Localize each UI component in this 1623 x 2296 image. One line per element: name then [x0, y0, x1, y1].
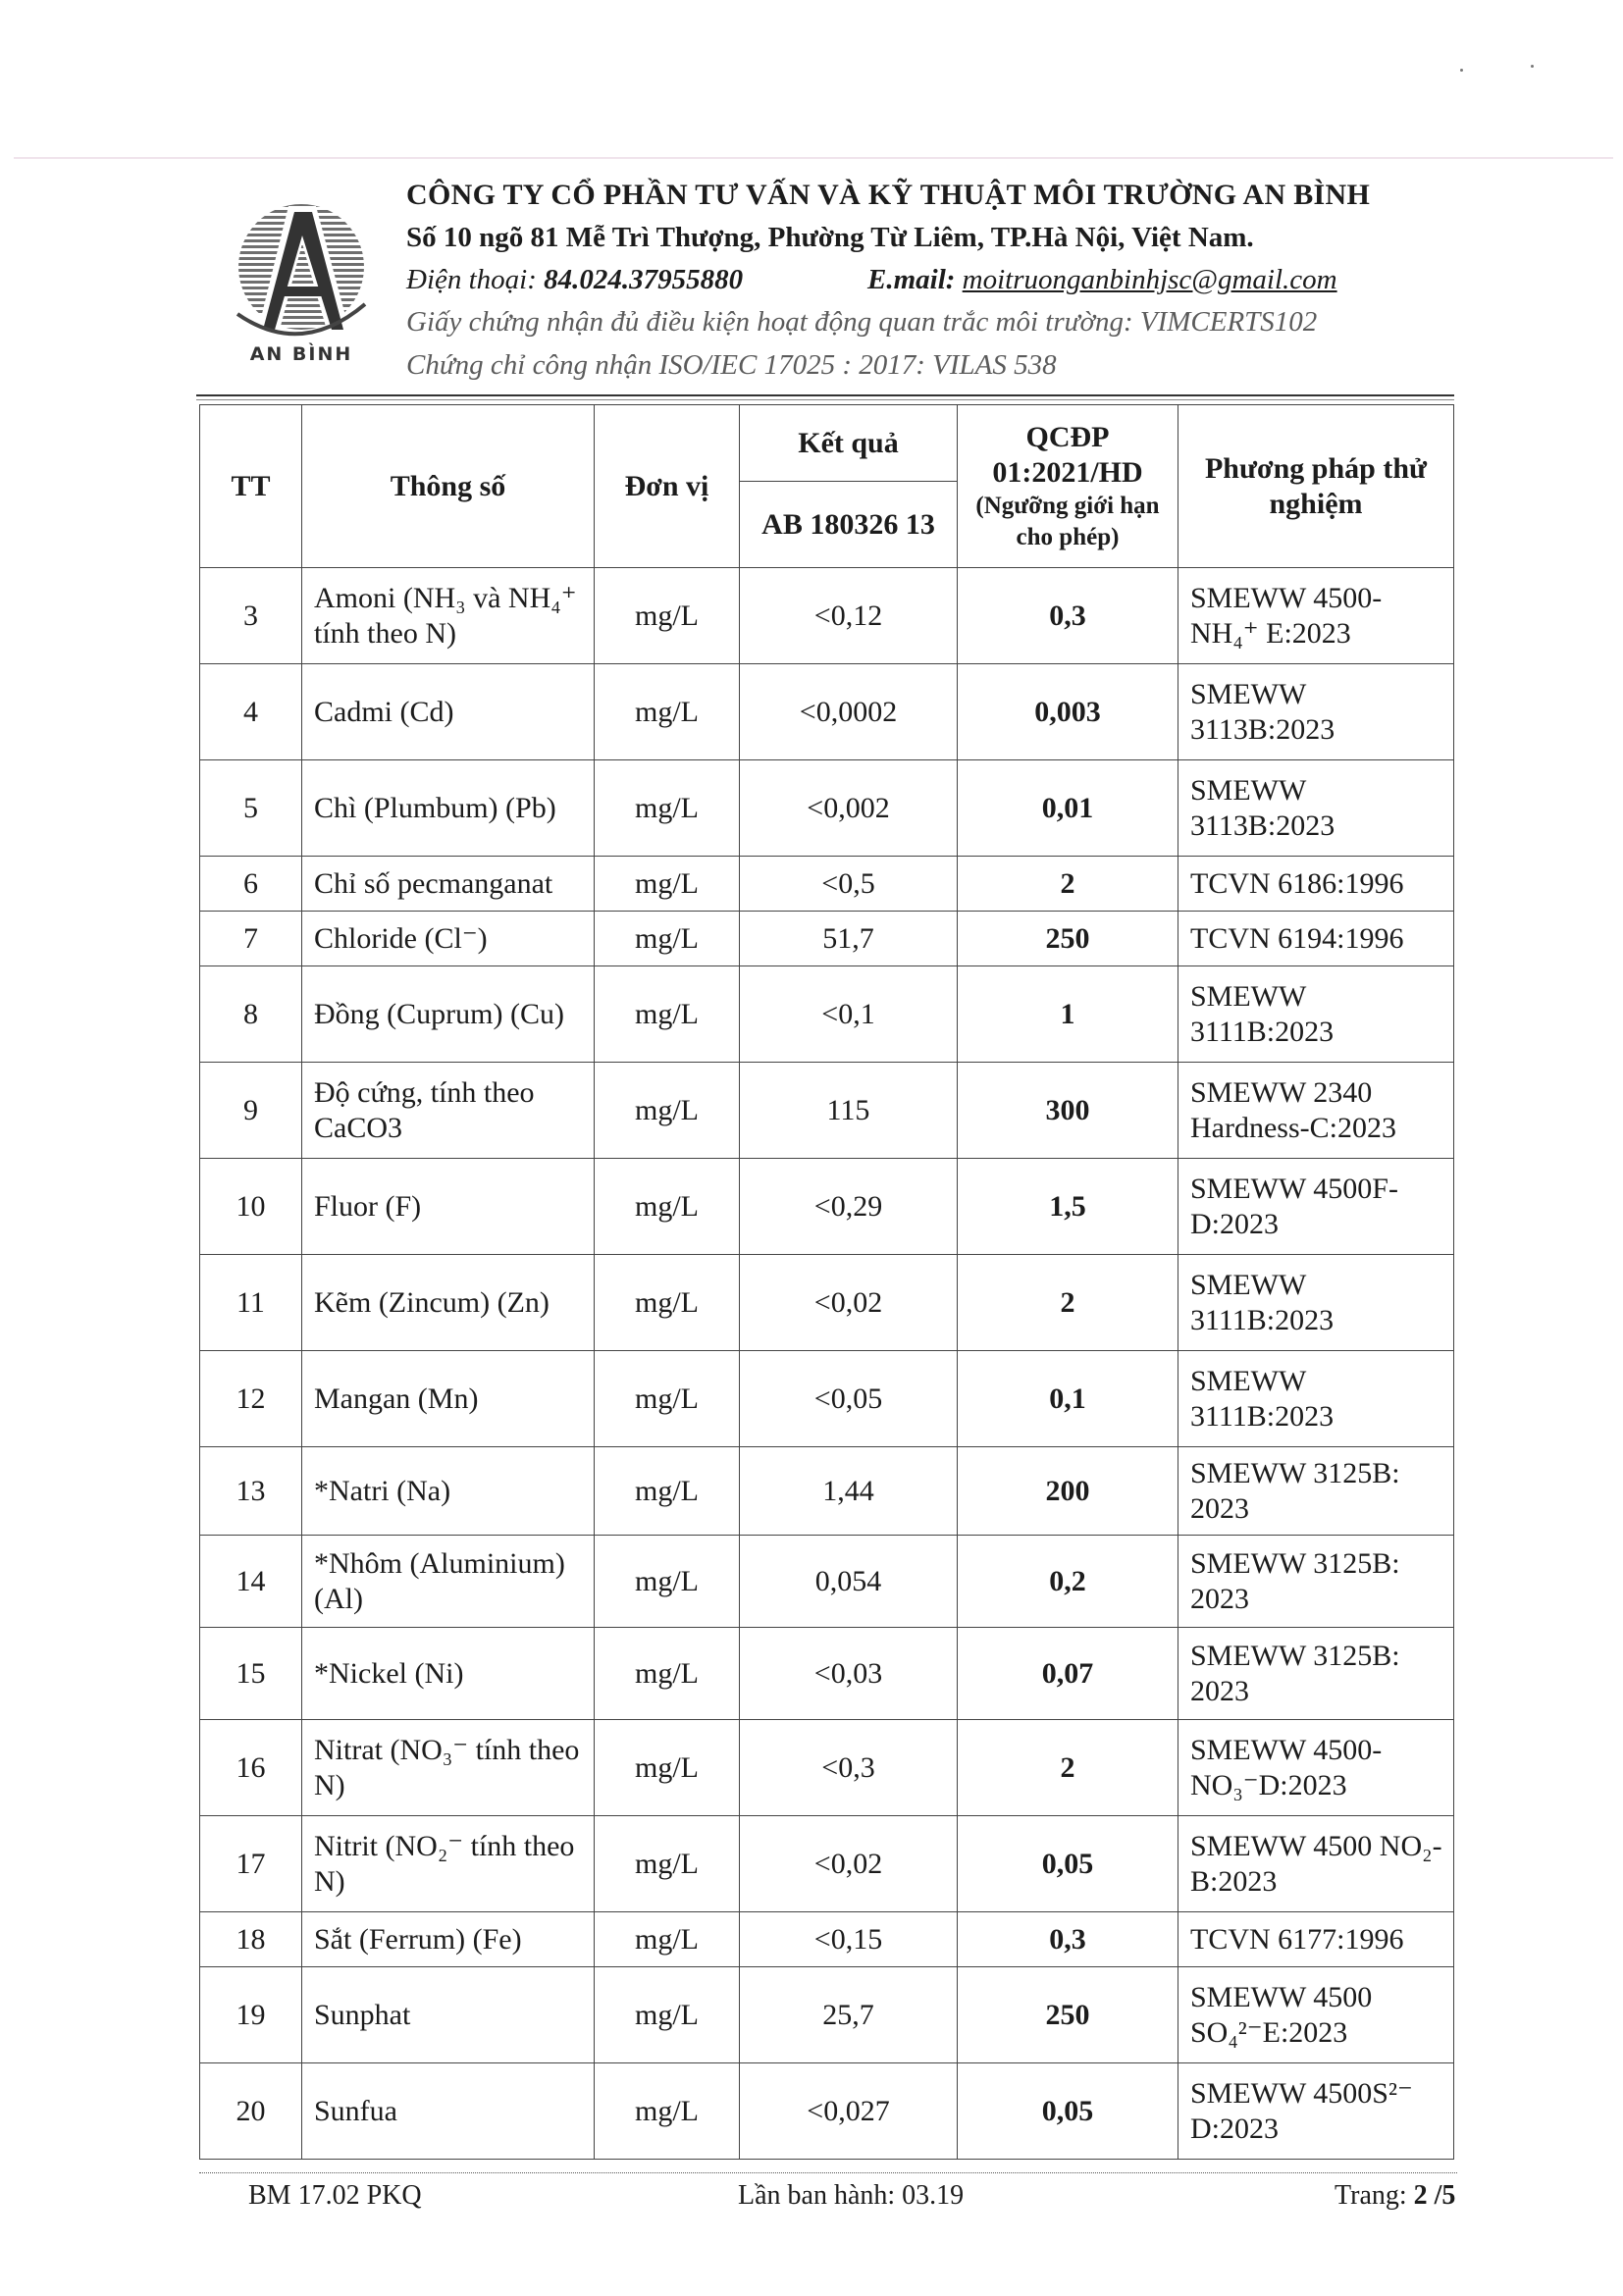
table-row [200, 857, 1454, 912]
table-row [200, 966, 1454, 1063]
cell-parameter: Nitrit (NO₂⁻ tính theo N) [302, 1816, 595, 1912]
table-row [200, 1912, 1454, 1967]
cell-tt: 12 [200, 1351, 302, 1447]
cell-parameter: Sunfua [302, 2063, 595, 2160]
cell-limit: 0,3 [958, 568, 1178, 664]
table-row [200, 760, 1454, 857]
phone-label: Điện thoại: [406, 264, 545, 295]
cell-tt: 19 [200, 1967, 302, 2063]
cell-limit: 0,3 [958, 1912, 1178, 1967]
cell-unit: mg/L [595, 1255, 740, 1351]
cell-limit: 0,01 [958, 760, 1178, 857]
cell-unit: mg/L [595, 664, 740, 760]
company-address: Số 10 ngõ 81 Mễ Trì Thượng, Phường Từ Liêm, TP.Hà Nội, Việt Nam. [406, 222, 1254, 253]
cell-method: SMEWW 3111B:2023 [1178, 1255, 1454, 1351]
cell-unit: mg/L [595, 1720, 740, 1816]
cell-unit: mg/L [595, 966, 740, 1063]
cell-limit: 2 [958, 857, 1178, 912]
header-unit: Đơn vị [595, 405, 740, 568]
email-link[interactable]: moitruonganbinhjsc@gmail.com [962, 264, 1337, 295]
cell-method: SMEWW 4500-NO₃⁻D:2023 [1178, 1720, 1454, 1816]
cell-method: SMEWW 4500F-D:2023 [1178, 1159, 1454, 1255]
cell-unit: mg/L [595, 1912, 740, 1967]
cell-unit: mg/L [595, 1159, 740, 1255]
table-row [200, 1063, 1454, 1159]
cell-unit: mg/L [595, 2063, 740, 2160]
cell-result: <0,15 [740, 1912, 958, 1967]
cell-result: <0,29 [740, 1159, 958, 1255]
cell-method: SMEWW 3125B: 2023 [1178, 1447, 1454, 1536]
table-row [200, 1967, 1454, 2063]
cell-limit: 0,2 [958, 1536, 1178, 1628]
company-name: CÔNG TY CỔ PHẦN TƯ VẤN VÀ KỸ THUẬT MÔI TRƯỜNG AN BÌNH [406, 179, 1371, 211]
cell-unit: mg/L [595, 1447, 740, 1536]
cell-unit: mg/L [595, 760, 740, 857]
cell-method: SMEWW 4500-NH₄⁺ E:2023 [1178, 568, 1454, 664]
cell-parameter: Chì (Plumbum) (Pb) [302, 760, 595, 857]
table-row [200, 1255, 1454, 1351]
table-row [200, 1447, 1454, 1536]
phone-number: 84.024.37955880 [544, 264, 744, 295]
cell-limit: 250 [958, 1967, 1178, 2063]
cell-result: <0,02 [740, 1255, 958, 1351]
cell-parameter: Sắt (Ferrum) (Fe) [302, 1912, 595, 1967]
page-number [1335, 2180, 1455, 2212]
header-divider-thin [196, 399, 1454, 400]
page-value: 2 /5 [1413, 2180, 1456, 2211]
cell-parameter: *Natri (Na) [302, 1447, 595, 1536]
form-code: BM 17.02 PKQ [248, 2180, 422, 2211]
header-qcdp-note: (Ngưỡng giới hạn cho phép) [975, 492, 1160, 550]
cell-method: SMEWW 3125B: 2023 [1178, 1536, 1454, 1628]
cell-tt: 15 [200, 1628, 302, 1720]
cell-limit: 0,003 [958, 664, 1178, 760]
header-qcdp-code: 01:2021/HD [992, 455, 1143, 489]
cell-parameter: Amoni (NH₃ và NH₄⁺ tính theo N) [302, 568, 595, 664]
cell-parameter: Đồng (Cuprum) (Cu) [302, 966, 595, 1063]
cell-unit: mg/L [595, 1628, 740, 1720]
logo-text: AN BÌNH [249, 343, 353, 365]
scan-speck [1460, 69, 1463, 72]
page-top-border [14, 157, 1613, 159]
table-row [200, 1536, 1454, 1628]
cell-limit: 1 [958, 966, 1178, 1063]
cell-parameter: *Nhôm (Aluminium) (Al) [302, 1536, 595, 1628]
cell-result: 1,44 [740, 1447, 958, 1536]
cell-parameter: Cadmi (Cd) [302, 664, 595, 760]
cell-method: SMEWW 3125B: 2023 [1178, 1628, 1454, 1720]
cell-unit: mg/L [595, 568, 740, 664]
cell-parameter: Sunphat [302, 1967, 595, 2063]
cell-parameter: Fluor (F) [302, 1159, 595, 1255]
cell-parameter: Chỉ số pecmanganat [302, 857, 595, 912]
cell-parameter: *Nickel (Ni) [302, 1628, 595, 1720]
cell-result: 25,7 [740, 1967, 958, 2063]
cell-result: <0,1 [740, 966, 958, 1063]
header-qcdp-title: QCĐP [1025, 420, 1110, 453]
cell-limit: 0,05 [958, 2063, 1178, 2160]
cell-unit: mg/L [595, 1816, 740, 1912]
cell-result: <0,027 [740, 2063, 958, 2160]
cell-limit: 200 [958, 1447, 1178, 1536]
cell-method: SMEWW 3111B:2023 [1178, 1351, 1454, 1447]
results-table [199, 404, 1454, 2160]
cell-result: <0,12 [740, 568, 958, 664]
cell-limit: 1,5 [958, 1159, 1178, 1255]
cert-vimcerts: Giấy chứng nhận đủ điều kiện hoạt động quan trắc môi trường: VIMCERTS102 [406, 306, 1318, 338]
cell-tt: 16 [200, 1720, 302, 1816]
cell-result: <0,0002 [740, 664, 958, 760]
cell-tt: 13 [200, 1447, 302, 1536]
cell-method: TCVN 6194:1996 [1178, 912, 1454, 966]
table-row [200, 1351, 1454, 1447]
cell-result: 0,054 [740, 1536, 958, 1628]
cell-tt: 4 [200, 664, 302, 760]
cell-result: 115 [740, 1063, 958, 1159]
cell-limit: 2 [958, 1720, 1178, 1816]
email-block [867, 259, 1337, 300]
cell-parameter: Chloride (Cl⁻) [302, 912, 595, 966]
footer-divider [199, 2172, 1457, 2173]
cell-limit: 0,05 [958, 1816, 1178, 1912]
cell-tt: 20 [200, 2063, 302, 2160]
header-qcdp [958, 405, 1178, 568]
cell-result: <0,3 [740, 1720, 958, 1816]
table-row [200, 2063, 1454, 2160]
cell-method: TCVN 6186:1996 [1178, 857, 1454, 912]
cell-method: SMEWW 4500S²⁻ D:2023 [1178, 2063, 1454, 2160]
header-method: Phương pháp thử nghiệm [1178, 405, 1454, 568]
table-row [200, 1816, 1454, 1912]
cell-tt: 5 [200, 760, 302, 857]
cell-method: SMEWW 3111B:2023 [1178, 966, 1454, 1063]
cell-tt: 18 [200, 1912, 302, 1967]
table-row [200, 1628, 1454, 1720]
page-label: Trang: [1335, 2180, 1414, 2211]
issue-number: Lần ban hành: 03.19 [738, 2180, 965, 2211]
cell-limit: 0,07 [958, 1628, 1178, 1720]
cell-method: SMEWW 3113B:2023 [1178, 664, 1454, 760]
header-divider [196, 394, 1454, 396]
cell-method: SMEWW 2340 Hardness-C:2023 [1178, 1063, 1454, 1159]
cell-parameter: Kẽm (Zincum) (Zn) [302, 1255, 595, 1351]
cell-result: <0,03 [740, 1628, 958, 1720]
letterhead [406, 175, 1544, 387]
cell-tt: 9 [200, 1063, 302, 1159]
cell-tt: 14 [200, 1536, 302, 1628]
cell-parameter: Mangan (Mn) [302, 1351, 595, 1447]
table-row [200, 664, 1454, 760]
cell-result: <0,5 [740, 857, 958, 912]
table-row [200, 912, 1454, 966]
cell-tt: 11 [200, 1255, 302, 1351]
cell-unit: mg/L [595, 1351, 740, 1447]
cell-unit: mg/L [595, 912, 740, 966]
cell-result: <0,002 [740, 760, 958, 857]
cell-method: SMEWW 4500 SO₄²⁻E:2023 [1178, 1967, 1454, 2063]
company-logo [218, 186, 385, 373]
cell-limit: 300 [958, 1063, 1178, 1159]
cell-unit: mg/L [595, 1536, 740, 1628]
cell-parameter: Độ cứng, tính theo CaCO3 [302, 1063, 595, 1159]
cell-tt: 17 [200, 1816, 302, 1912]
cert-vilas: Chứng chỉ công nhận ISO/IEC 17025 : 2017: VILAS 538 [406, 349, 1057, 381]
scan-speck [1531, 65, 1534, 68]
cell-method: TCVN 6177:1996 [1178, 1912, 1454, 1967]
header-tt: TT [200, 405, 302, 568]
cell-tt: 6 [200, 857, 302, 912]
cell-tt: 8 [200, 966, 302, 1063]
cell-result: 51,7 [740, 912, 958, 966]
cell-tt: 3 [200, 568, 302, 664]
cell-limit: 250 [958, 912, 1178, 966]
cell-unit: mg/L [595, 1063, 740, 1159]
table-row [200, 1720, 1454, 1816]
email-label: E.mail: [867, 264, 963, 295]
cell-tt: 7 [200, 912, 302, 966]
cell-result: <0,05 [740, 1351, 958, 1447]
cell-unit: mg/L [595, 1967, 740, 2063]
cell-limit: 2 [958, 1255, 1178, 1351]
header-parameter: Thông số [302, 405, 595, 568]
cell-method: SMEWW 4500 NO₂-B:2023 [1178, 1816, 1454, 1912]
cell-method: SMEWW 3113B:2023 [1178, 760, 1454, 857]
contact-line [406, 259, 1544, 300]
header-sample-code: AB 180326 13 [740, 482, 958, 568]
cell-unit: mg/L [595, 857, 740, 912]
table-header-row [200, 405, 1454, 482]
cell-result: <0,02 [740, 1816, 958, 1912]
cell-parameter: Nitrat (NO₃⁻ tính theo N) [302, 1720, 595, 1816]
header-result: Kết quả [740, 405, 958, 482]
cell-tt: 10 [200, 1159, 302, 1255]
table-row [200, 1159, 1454, 1255]
table-row [200, 568, 1454, 664]
cell-limit: 0,1 [958, 1351, 1178, 1447]
